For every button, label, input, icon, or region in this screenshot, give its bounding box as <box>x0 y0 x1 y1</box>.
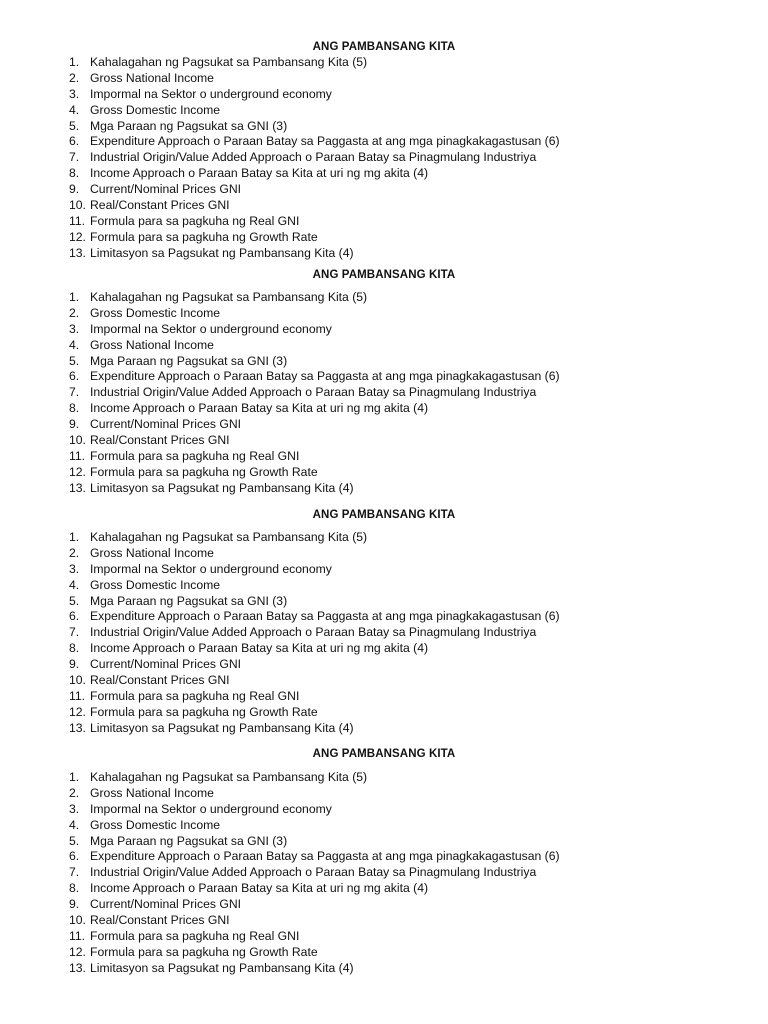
item-text: Limitasyon sa Pagsukat ng Pambansang Kita (4) <box>90 245 354 260</box>
list-item <box>0 609 768 625</box>
item-text: Formula para sa pagkuha ng Growth Rate <box>90 944 318 959</box>
list-item <box>0 786 768 802</box>
item-number: 8. <box>69 641 80 656</box>
item-text: Real/Constant Prices GNI <box>90 433 230 448</box>
topic-list <box>0 530 768 737</box>
item-number: 1. <box>69 290 80 304</box>
list-item <box>0 230 768 246</box>
item-number: 3. <box>69 321 80 336</box>
item-text: Gross National Income <box>90 545 214 560</box>
item-number: 6. <box>69 134 80 149</box>
item-number: 10. <box>69 913 86 928</box>
list-item <box>0 290 768 306</box>
list-item <box>0 71 768 87</box>
item-number: 11. <box>69 448 86 463</box>
item-text: Gross National Income <box>90 70 214 85</box>
item-number: 1. <box>69 530 80 544</box>
list-item <box>0 134 768 150</box>
item-number: 5. <box>69 118 80 133</box>
list-item <box>0 322 768 338</box>
item-text: Industrial Origin/Value Added Approach o Paraan Batay sa Pinagmulang Industriya <box>90 385 537 400</box>
item-number: 5. <box>69 593 80 608</box>
item-number: 6. <box>69 849 80 864</box>
item-number: 13. <box>69 960 86 975</box>
item-number: 12. <box>69 464 86 479</box>
item-number: 12. <box>69 704 86 719</box>
item-text: Mga Paraan ng Pagsukat sa GNI (3) <box>90 833 288 848</box>
item-number: 7. <box>69 625 80 640</box>
item-text: Expenditure Approach o Paraan Batay sa Paggasta at ang mga pinagkakagastusan (6) <box>90 134 560 149</box>
item-text: Mga Paraan ng Pagsukat sa GNI (3) <box>90 118 288 133</box>
item-text: Real/Constant Prices GNI <box>90 673 230 688</box>
item-number: 11. <box>69 928 86 943</box>
item-number: 9. <box>69 657 80 672</box>
list-item <box>0 214 768 230</box>
topic-list <box>0 55 768 262</box>
list-item <box>0 961 768 977</box>
item-text: Expenditure Approach o Paraan Batay sa Paggasta at ang mga pinagkakagastusan (6) <box>90 849 560 864</box>
item-text: Current/Nominal Prices GNI <box>90 417 242 432</box>
section-2 <box>0 268 768 497</box>
item-number: 8. <box>69 401 80 416</box>
item-text: Industrial Origin/Value Added Approach o Paraan Batay sa Pinagmulang Industriya <box>90 150 537 165</box>
list-item <box>0 945 768 961</box>
item-text: Income Approach o Paraan Batay sa Kita at uri ng mg akita (4) <box>90 641 429 656</box>
item-text: Gross Domestic Income <box>90 577 221 592</box>
item-number: 6. <box>69 369 80 384</box>
list-item <box>0 306 768 322</box>
list-item <box>0 689 768 705</box>
item-text: Formula para sa pagkuha ng Real GNI <box>90 928 300 943</box>
item-number: 5. <box>69 353 80 368</box>
item-text: Industrial Origin/Value Added Approach o Paraan Batay sa Pinagmulang Industriya <box>90 625 537 640</box>
item-number: 9. <box>69 897 80 912</box>
item-text: Real/Constant Prices GNI <box>90 198 230 213</box>
item-number: 2. <box>69 305 80 320</box>
item-number: 8. <box>69 166 80 181</box>
item-number: 2. <box>69 70 80 85</box>
item-text: Income Approach o Paraan Batay sa Kita at uri ng mg akita (4) <box>90 166 429 181</box>
list-item <box>0 721 768 737</box>
item-number: 4. <box>69 577 80 592</box>
item-number: 3. <box>69 801 80 816</box>
section-title: ANG PAMBANSANG KITA <box>312 269 456 281</box>
item-number: 10. <box>69 433 86 448</box>
item-number: 12. <box>69 944 86 959</box>
list-item <box>0 913 768 929</box>
item-number: 4. <box>69 817 80 832</box>
list-item <box>0 546 768 562</box>
item-number: 4. <box>69 102 80 117</box>
list-item <box>0 166 768 182</box>
list-item <box>0 465 768 481</box>
item-number: 13. <box>69 720 86 735</box>
item-number: 2. <box>69 785 80 800</box>
list-item <box>0 578 768 594</box>
item-text: Expenditure Approach o Paraan Batay sa Paggasta at ang mga pinagkakagastusan (6) <box>90 369 560 384</box>
list-item <box>0 150 768 166</box>
item-text: Kahalagahan ng Pagsukat sa Pambansang Kita (5) <box>90 770 368 784</box>
item-text: Gross Domestic Income <box>90 305 221 320</box>
list-item <box>0 198 768 214</box>
item-text: Limitasyon sa Pagsukat ng Pambansang Kita (4) <box>90 720 354 735</box>
list-item <box>0 625 768 641</box>
topic-list <box>0 290 768 497</box>
item-number: 7. <box>69 865 80 880</box>
list-item <box>0 594 768 610</box>
list-item <box>0 562 768 578</box>
item-text: Current/Nominal Prices GNI <box>90 897 242 912</box>
list-item <box>0 87 768 103</box>
list-item <box>0 818 768 834</box>
item-number: 6. <box>69 609 80 624</box>
section-1 <box>0 40 768 262</box>
list-item <box>0 865 768 881</box>
item-text: Limitasyon sa Pagsukat ng Pambansang Kita (4) <box>90 960 354 975</box>
list-item <box>0 103 768 119</box>
section-title: ANG PAMBANSANG KITA <box>312 748 456 760</box>
list-item <box>0 802 768 818</box>
item-number: 13. <box>69 245 86 260</box>
item-number: 4. <box>69 337 80 352</box>
item-number: 1. <box>69 55 80 69</box>
item-number: 3. <box>69 561 80 576</box>
list-item <box>0 246 768 262</box>
item-text: Gross Domestic Income <box>90 102 221 117</box>
item-text: Income Approach o Paraan Batay sa Kita at uri ng mg akita (4) <box>90 881 429 896</box>
list-item <box>0 481 768 497</box>
list-item <box>0 369 768 385</box>
item-text: Expenditure Approach o Paraan Batay sa Paggasta at ang mga pinagkakagastusan (6) <box>90 609 560 624</box>
list-item <box>0 401 768 417</box>
item-number: 10. <box>69 198 86 213</box>
section-4 <box>0 747 768 977</box>
item-text: Kahalagahan ng Pagsukat sa Pambansang Kita (5) <box>90 290 368 304</box>
item-text: Mga Paraan ng Pagsukat sa GNI (3) <box>90 353 288 368</box>
list-item <box>0 673 768 689</box>
item-number: 8. <box>69 881 80 896</box>
list-item <box>0 657 768 673</box>
section-title: ANG PAMBANSANG KITA <box>312 509 456 521</box>
list-item <box>0 182 768 198</box>
section-3 <box>0 508 768 737</box>
item-number: 7. <box>69 385 80 400</box>
section-title: ANG PAMBANSANG KITA <box>312 41 456 53</box>
item-text: Formula para sa pagkuha ng Real GNI <box>90 213 300 228</box>
item-number: 10. <box>69 673 86 688</box>
list-item <box>0 417 768 433</box>
item-number: 9. <box>69 417 80 432</box>
item-text: Impormal na Sektor o underground economy <box>90 321 332 336</box>
item-text: Industrial Origin/Value Added Approach o Paraan Batay sa Pinagmulang Industriya <box>90 865 537 880</box>
item-text: Impormal na Sektor o underground economy <box>90 801 332 816</box>
item-number: 3. <box>69 86 80 101</box>
item-text: Formula para sa pagkuha ng Real GNI <box>90 448 300 463</box>
item-text: Current/Nominal Prices GNI <box>90 182 242 197</box>
item-text: Kahalagahan ng Pagsukat sa Pambansang Kita (5) <box>90 55 368 69</box>
item-number: 11. <box>69 213 86 228</box>
item-text: Income Approach o Paraan Batay sa Kita at uri ng mg akita (4) <box>90 401 429 416</box>
list-item <box>0 881 768 897</box>
item-text: Real/Constant Prices GNI <box>90 913 230 928</box>
item-text: Formula para sa pagkuha ng Growth Rate <box>90 229 318 244</box>
item-text: Mga Paraan ng Pagsukat sa GNI (3) <box>90 593 288 608</box>
item-text: Formula para sa pagkuha ng Real GNI <box>90 688 300 703</box>
item-text: Gross Domestic Income <box>90 817 221 832</box>
item-text: Gross National Income <box>90 337 214 352</box>
list-item <box>0 929 768 945</box>
list-item <box>0 705 768 721</box>
list-item <box>0 849 768 865</box>
item-text: Formula para sa pagkuha ng Growth Rate <box>90 464 318 479</box>
item-number: 12. <box>69 229 86 244</box>
list-item <box>0 433 768 449</box>
list-item <box>0 834 768 850</box>
list-item <box>0 770 768 786</box>
list-item <box>0 897 768 913</box>
item-text: Impormal na Sektor o underground economy <box>90 561 332 576</box>
item-number: 11. <box>69 688 86 703</box>
item-number: 13. <box>69 480 86 495</box>
item-number: 2. <box>69 545 80 560</box>
item-text: Kahalagahan ng Pagsukat sa Pambansang Kita (5) <box>90 530 368 544</box>
list-item <box>0 530 768 546</box>
item-text: Gross National Income <box>90 785 214 800</box>
item-number: 5. <box>69 833 80 848</box>
list-item <box>0 338 768 354</box>
item-number: 9. <box>69 182 80 197</box>
item-number: 7. <box>69 150 80 165</box>
list-item <box>0 385 768 401</box>
item-text: Limitasyon sa Pagsukat ng Pambansang Kita (4) <box>90 480 354 495</box>
item-text: Impormal na Sektor o underground economy <box>90 86 332 101</box>
list-item <box>0 641 768 657</box>
list-item <box>0 449 768 465</box>
list-item <box>0 354 768 370</box>
item-text: Current/Nominal Prices GNI <box>90 657 242 672</box>
item-number: 1. <box>69 770 80 784</box>
list-item <box>0 119 768 135</box>
topic-list <box>0 770 768 977</box>
item-text: Formula para sa pagkuha ng Growth Rate <box>90 704 318 719</box>
list-item <box>0 55 768 71</box>
